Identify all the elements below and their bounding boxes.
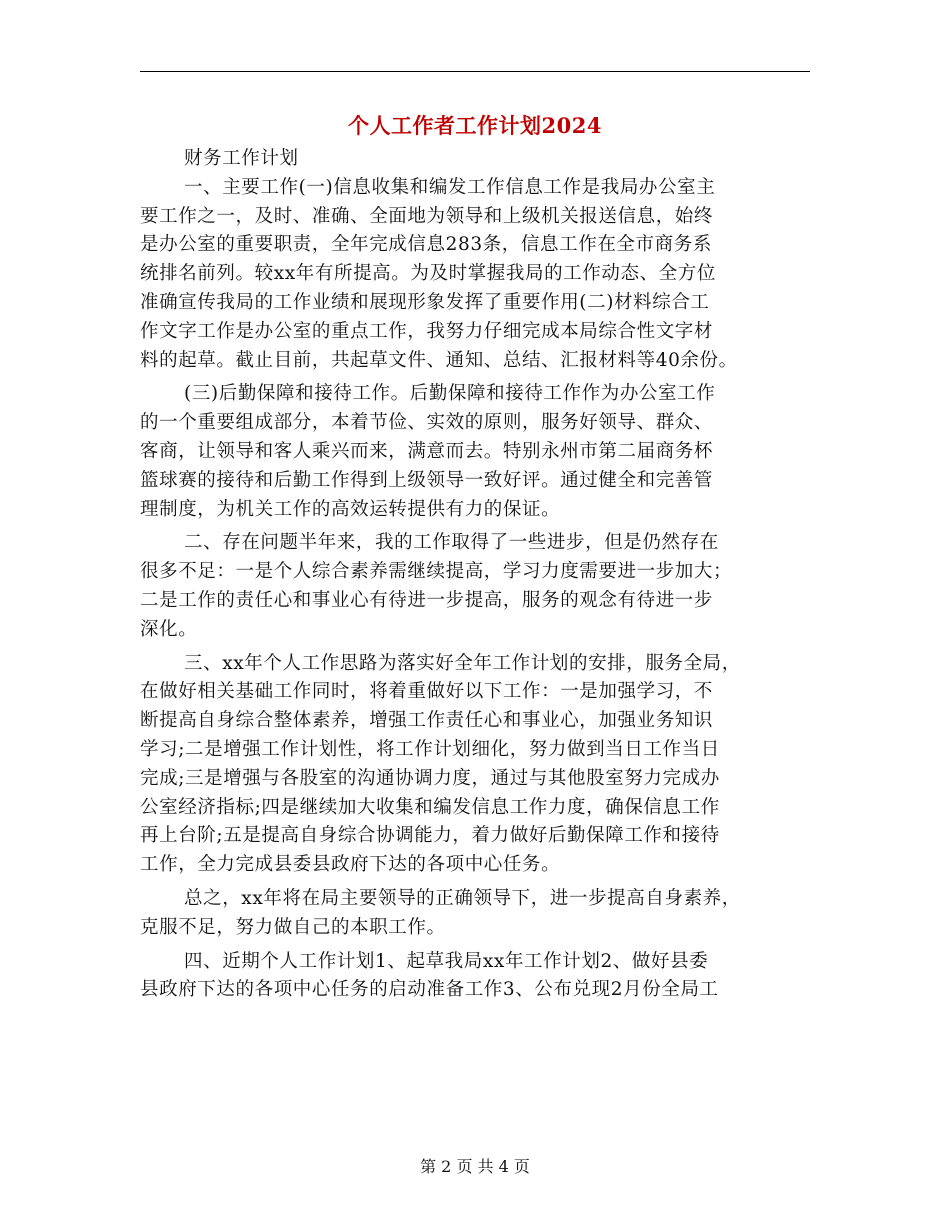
body-line: 客商，让领导和客人乘兴而来，满意而去。特别永州市第二届商务杯 — [140, 440, 714, 462]
body-line: 再上台阶;五是提高自身综合协调能力，着力做好后勤保障工作和接待 — [140, 825, 720, 847]
body-line: 二是工作的责任心和事业心有待进一步提高，服务的观念有待进一步 — [140, 589, 714, 611]
body-line: 总之，xx年将在局主要领导的正确领导下，进一步提高自身素养， — [184, 887, 741, 909]
body-line: 要工作之一，及时、准确、全面地为领导和上级机关报送信息，始终 — [140, 205, 714, 227]
document-body — [140, 145, 820, 1005]
body-line: 准确宣传我局的工作业绩和展现形象发挥了重要作用(二)材料综合工 — [140, 291, 710, 313]
body-line: 一、主要工作(一)信息收集和编发工作信息工作是我局办公室主 — [184, 176, 716, 198]
body-line: 完成;三是增强与各股室的沟通协调力度，通过与其他股室努力完成办 — [140, 767, 720, 789]
header-rule — [140, 71, 810, 72]
body-line: 断提高自身综合整体素养，增强工作责任心和事业心，加强业务知识 — [140, 710, 714, 732]
body-line: 财务工作计划 — [184, 148, 299, 169]
body-line: 工作，全力完成县委县政府下达的各项中心任务。 — [140, 854, 561, 876]
page-number-footer: 第 2 页 共 4 页 — [420, 1157, 530, 1176]
body-line: 的一个重要组成部分，本着节俭、实效的原则，服务好领导、群众、 — [140, 412, 714, 434]
body-line: 县政府下达的各项中心任务的启动准备工作3、公布兑现2月份全局工 — [140, 979, 719, 1001]
body-line: 公室经济指标;四是继续加大收集和编发信息工作力度，确保信息工作 — [140, 796, 720, 818]
body-line: 是办公室的重要职责，全年完成信息283条，信息工作在全市商务系 — [140, 234, 712, 256]
body-line: 篮球赛的接待和后勤工作得到上级领导一致好评。通过健全和完善管 — [140, 469, 714, 491]
body-line: 三、xx年个人工作思路为落实好全年工作计划的安排，服务全局， — [184, 652, 741, 674]
body-line: 二、存在问题半年来，我的工作取得了一些进步，但是仍然存在 — [184, 532, 719, 554]
body-line: 统排名前列。较xx年有所提高。为及时掌握我局的工作动态、全方位 — [140, 263, 716, 285]
body-line: 料的起草。截止目前，共起草文件、通知、总结、汇报材料等40余份。 — [140, 349, 738, 371]
body-line: 深化。 — [140, 618, 198, 640]
body-line: 理制度，为机关工作的高效运转提供有力的保证。 — [140, 498, 561, 520]
body-line: 作文字工作是办公室的重点工作，我努力仔细完成本局综合性文字材 — [140, 320, 714, 342]
body-line: 学习;二是增强工作计划性，将工作计划细化，努力做到当日工作当日 — [140, 738, 720, 760]
body-line: 四、近期个人工作计划1、起草我局xx年工作计划2、做好县委 — [184, 950, 709, 972]
body-line: 很多不足：一是个人综合素养需继续提高，学习力度需要进一步加大； — [140, 561, 733, 583]
document-title: 个人工作者工作计划2024 — [348, 113, 602, 138]
body-line: 在做好相关基础工作同时，将着重做好以下工作：一是加强学习，不 — [140, 681, 714, 703]
body-line: (三)后勤保障和接待工作。后勤保障和接待工作作为办公室工作 — [184, 383, 716, 405]
body-line: 克服不足，努力做自己的本职工作。 — [140, 916, 446, 938]
